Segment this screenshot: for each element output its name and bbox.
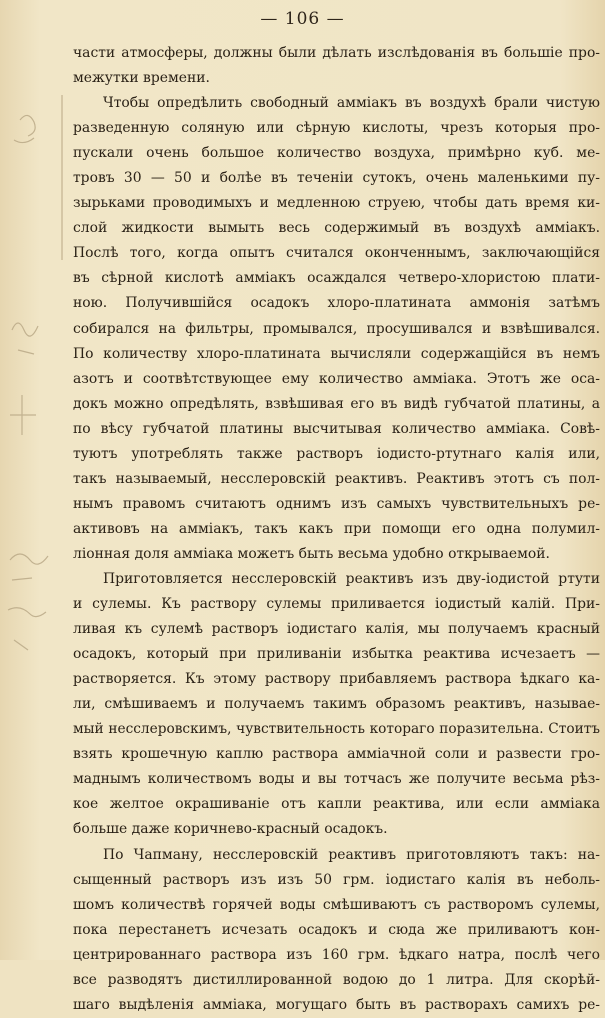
- text-line: шаго выдѣленія амміака, могущаго быть въ растворахъ самихъ ре-: [73, 996, 600, 1013]
- text-line: маднымъ количествомъ воды и вы тотчасъ же получите весьма рѣз-: [73, 771, 600, 788]
- text-line: такъ называемый, несслеровскій реактивъ. Реактивъ этотъ съ пол-: [73, 470, 600, 487]
- margin-pencil-marks: [0, 0, 70, 960]
- text-line: тровъ 30 — 50 и болѣе въ теченіи сутокъ, очень маленькими пу-: [73, 170, 600, 187]
- text-line: туютъ употреблять также растворъ іодисто-ртутнаго калія или,: [73, 445, 600, 462]
- text-line: активовъ на амміакъ, такъ какъ при помощи его одна полумил-: [73, 520, 600, 537]
- text-line: зырьками проводимыхъ и медленною струею, чтобы дать время ки-: [73, 195, 600, 212]
- text-line: по вѣсу губчатой платины высчитывая количество амміака. Совѣ-: [73, 420, 600, 437]
- text-line: центрированнаго раствора изъ 160 грм. ѣдкаго натра, послѣ чего: [73, 946, 600, 963]
- text-line: докъ можно опредѣлять, взвѣшивая его въ видѣ губчатой платины, а: [73, 395, 600, 412]
- pencil-annotations-drawing: [0, 0, 70, 960]
- text-line: пускали очень большое количество воздуха, примѣрно куб. ме-: [73, 145, 600, 162]
- text-line: Приготовляется несслеровскій реактивъ изъ дву-іодистой ртути: [103, 570, 600, 587]
- text-line: и сулемы. Къ раствору сулемы приливается іодистый калій. При-: [73, 596, 600, 613]
- text-line: шомъ количествѣ горячей воды смѣшиваютъ съ растворомъ сулемы,: [73, 896, 600, 913]
- text-line: ливая къ сулемѣ растворъ іодистаго калія, мы получаемъ красный: [73, 621, 600, 638]
- text-line: нымъ правомъ считаютъ однимъ изъ самыхъ чувствительныхъ ре-: [73, 495, 600, 512]
- text-line: пока перестанетъ исчезать осадокъ и сюда же приливаютъ кон-: [73, 921, 600, 938]
- text-line: По Чапману, несслеровскій реактивъ приготовляютъ такъ: на-: [103, 846, 600, 863]
- text-line: въ сѣрной кислотѣ амміакъ осаждался четверо-хлористою плати-: [73, 270, 600, 287]
- text-line: взять крошечную каплю раствора амміачной соли и развести гро-: [73, 746, 600, 763]
- text-line: части атмосферы, должны были дѣлать изслѣдованія въ большіе про-: [73, 45, 600, 61]
- text-line: межутки времени.: [73, 70, 210, 87]
- page-number: — 106 —: [260, 9, 345, 29]
- text-line: По количеству хлоро-платината вычисляли содержащійся въ немъ: [73, 345, 600, 362]
- text-line: ною. Получившійся осадокъ хлоро-платината аммонія затѣмъ: [73, 295, 600, 312]
- text-line: азотъ и соотвѣтствующее ему количество амміака. Этотъ же оса-: [73, 370, 600, 387]
- text-line: осадокъ, который при приливаніи избытка реактива исчезаетъ —: [73, 646, 600, 663]
- text-line: растворяется. Къ этому раствору прибавляемъ раствора ѣдкаго ка-: [73, 671, 600, 688]
- text-line: все разводятъ дистиллированной водою до 1 литра. Для скорѣй-: [73, 971, 600, 988]
- text-line: собирался на фильтры, промывался, просушивался и взвѣшивался.: [73, 320, 600, 337]
- text-line: сыщенный растворъ изъ изъ 50 грм. іодистаго калія въ неболь-: [73, 871, 600, 888]
- text-line: ли, смѣшиваемъ и получаемъ такимъ образомъ реактивъ, называе-: [73, 696, 600, 713]
- text-line: ліонная доля амміака можетъ быть весьма удобно открываемой.: [73, 545, 550, 562]
- text-line: мый несслеровскимъ, чувствительность котораго поразительна. Стоитъ: [73, 721, 600, 738]
- text-line: разведенную соляную или сѣрную кислоты, чрезъ которыя про-: [73, 120, 600, 137]
- text-line: больше даже коричнево-красный осадокъ.: [73, 821, 388, 838]
- text-line: слой жидкости вымыть весь содержимый въ воздухѣ амміакъ.: [73, 220, 600, 237]
- body-text: [73, 41, 600, 1018]
- text-line: кое желтое окрашиваніе отъ капли реактива, или если амміака: [73, 796, 600, 813]
- text-line: Чтобы опредѣлить свободный амміакъ въ воздухѣ брали чистую: [103, 95, 600, 112]
- text-line: Послѣ того, когда опытъ считался оконченнымъ, заключающійся: [73, 245, 600, 262]
